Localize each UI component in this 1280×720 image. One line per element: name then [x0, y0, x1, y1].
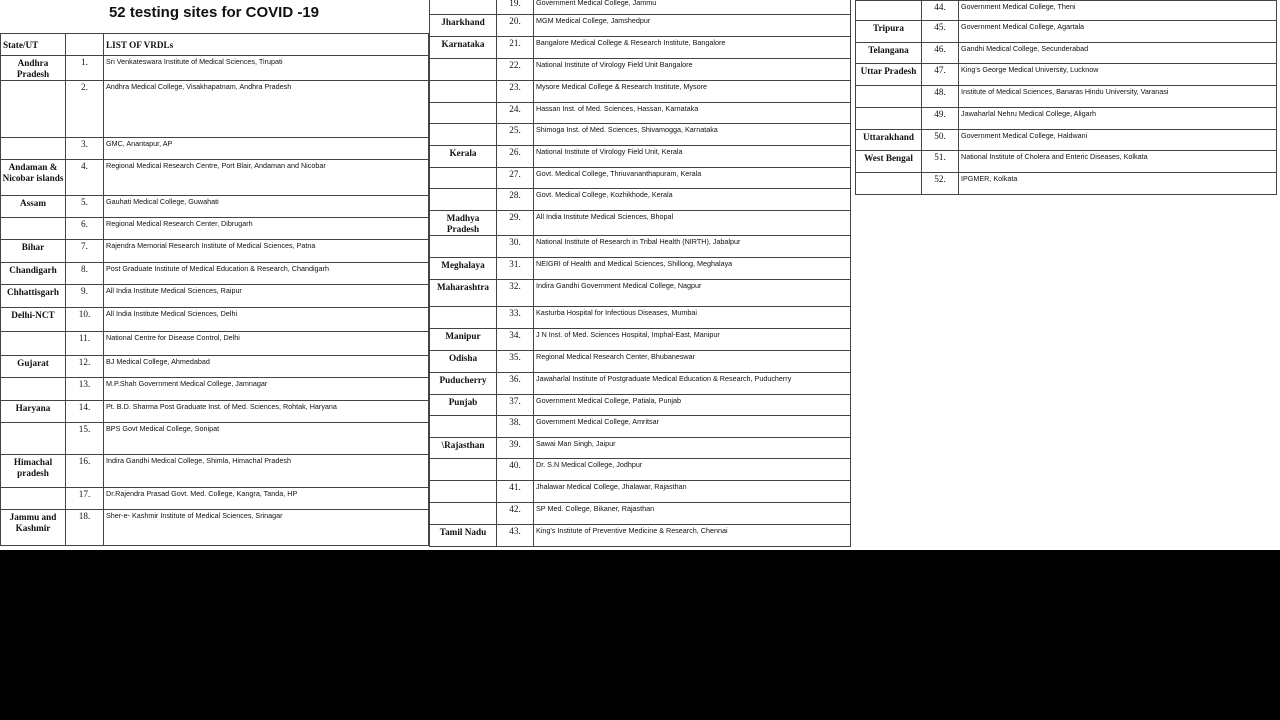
state-cell: Karnataka — [430, 37, 497, 59]
state-cell — [430, 81, 497, 103]
table-panel-3 — [855, 0, 1277, 195]
lab-name-cell: BJ Medical College, Ahmedabad — [104, 356, 429, 378]
state-cell: Haryana — [1, 401, 66, 423]
lab-name-cell: Govt. Medical College, Thriuvananthapuram, Kerala — [534, 168, 851, 189]
table-row — [430, 81, 851, 103]
number-cell: 30. — [497, 236, 534, 258]
number-cell: 21. — [497, 37, 534, 59]
state-cell — [856, 108, 922, 130]
lab-name-cell: National Institute of Research in Tribal Health (NIRTH), Jabalpur — [534, 236, 851, 258]
state-cell: Uttarakhand — [856, 130, 922, 151]
number-cell: 46. — [922, 43, 959, 64]
number-cell: 18. — [66, 510, 104, 546]
lab-name-cell: Mysore Medical College & Research Institute, Mysore — [534, 81, 851, 103]
table-row — [1, 332, 429, 356]
number-cell: 5. — [66, 196, 104, 218]
lab-name-cell: All India Institute Medical Sciences, Raipur — [104, 285, 429, 308]
number-cell: 40. — [497, 459, 534, 481]
state-cell: Tamil Nadu — [430, 525, 497, 547]
lab-name-cell: National Institute of Cholera and Enteric Diseases, Kolkata — [959, 151, 1277, 173]
state-cell — [1, 81, 66, 138]
state-cell — [430, 307, 497, 329]
lab-name-cell: Hassan Inst. of Med. Sciences, Hassan, Karnataka — [534, 103, 851, 124]
number-cell: 31. — [497, 258, 534, 280]
table-row — [1, 510, 429, 546]
table-row — [430, 307, 851, 329]
state-cell — [430, 503, 497, 525]
state-cell: Gujarat — [1, 356, 66, 378]
table-row — [430, 189, 851, 211]
number-cell: 26. — [497, 146, 534, 168]
lab-name-cell: Government Medical College, Jammu — [534, 0, 851, 15]
table-row — [430, 168, 851, 189]
lab-name-cell: NEIGRI of Health and Medical Sciences, Shillong, Meghalaya — [534, 258, 851, 280]
lab-name-cell: Government Medical College, Patiala, Punjab — [534, 395, 851, 416]
lab-name-cell: Bangalore Medical College & Research Institute, Bangalore — [534, 37, 851, 59]
state-cell: Odisha — [430, 351, 497, 373]
number-cell: 2. — [66, 81, 104, 138]
lab-name-cell: Sri Venkateswara Institute of Medical Sciences, Tirupati — [104, 56, 429, 81]
lab-name-cell: Regional Medical Research Center, Bhubaneswar — [534, 351, 851, 373]
number-cell: 51. — [922, 151, 959, 173]
number-cell: 43. — [497, 525, 534, 547]
table-row — [430, 211, 851, 236]
lab-name-cell: National Centre for Disease Control, Delhi — [104, 332, 429, 356]
number-cell: 32. — [497, 280, 534, 307]
state-cell: Delhi-NCT — [1, 308, 66, 332]
lab-name-cell: Gandhi Medical College, Secunderabad — [959, 43, 1277, 64]
lab-name-cell: Government Medical College, Amritsar — [534, 416, 851, 438]
number-cell: 20. — [497, 15, 534, 37]
table-row — [430, 0, 851, 15]
table-row — [1, 378, 429, 401]
table-row — [430, 416, 851, 438]
state-cell: Punjab — [430, 395, 497, 416]
number-cell: 35. — [497, 351, 534, 373]
table-row — [856, 64, 1277, 86]
state-cell — [430, 236, 497, 258]
lab-name-cell: SP Med. College, Bikaner, Rajasthan — [534, 503, 851, 525]
lab-name-cell: Dr. S.N Medical College, Jodhpur — [534, 459, 851, 481]
number-cell: 48. — [922, 86, 959, 108]
lab-name-cell: All India Institute Medical Sciences, Delhi — [104, 308, 429, 332]
state-cell: West Bengal — [856, 151, 922, 173]
state-cell: Chandigarh — [1, 263, 66, 285]
table-row — [1, 308, 429, 332]
state-cell — [1, 332, 66, 356]
state-cell — [856, 1, 922, 21]
header-state: State/UT — [1, 34, 66, 56]
state-cell: Andhra Pradesh — [1, 56, 66, 81]
lab-name-cell: Jawaharlal Institute of Postgraduate Medical Education & Research, Puducherry — [534, 373, 851, 395]
lab-name-cell: Indira Gandhi Government Medical College, Nagpur — [534, 280, 851, 307]
state-cell: Tripura — [856, 21, 922, 43]
lab-name-cell: Govt. Medical College, Kozhikhode, Kerala — [534, 189, 851, 211]
table-row — [430, 525, 851, 547]
lab-name-cell: Jawaharlal Nehru Medical College, Aligarh — [959, 108, 1277, 130]
table-row — [1, 356, 429, 378]
state-cell — [430, 189, 497, 211]
table-row — [1, 138, 429, 160]
state-cell: Meghalaya — [430, 258, 497, 280]
lab-name-cell: MGM Medical College, Jamshedpur — [534, 15, 851, 37]
table-row — [856, 43, 1277, 64]
state-cell: Maharashtra — [430, 280, 497, 307]
table-row — [430, 15, 851, 37]
number-cell: 27. — [497, 168, 534, 189]
state-cell — [430, 459, 497, 481]
table-row — [1, 263, 429, 285]
number-cell: 3. — [66, 138, 104, 160]
lab-name-cell: Regional Medical Research Centre, Port Blair, Andaman and Nicobar — [104, 160, 429, 196]
number-cell: 42. — [497, 503, 534, 525]
number-cell: 45. — [922, 21, 959, 43]
number-cell: 52. — [922, 173, 959, 195]
number-cell: 14. — [66, 401, 104, 423]
lab-name-cell: Dr.Rajendra Prasad Govt. Med. College, Kangra, Tanda, HP — [104, 488, 429, 510]
lab-name-cell: Government Medical College, Haldwani — [959, 130, 1277, 151]
table-row — [856, 1, 1277, 21]
number-cell: 34. — [497, 329, 534, 351]
lab-name-cell: Gauhati Medical College, Guwahati — [104, 196, 429, 218]
lab-name-cell: Kasturba Hospital for Infectious Diseases, Mumbai — [534, 307, 851, 329]
number-cell: 41. — [497, 481, 534, 503]
lab-name-cell: National Institute of Virology Field Unit, Kerala — [534, 146, 851, 168]
number-cell: 17. — [66, 488, 104, 510]
table-row — [430, 59, 851, 81]
number-cell: 12. — [66, 356, 104, 378]
table-row — [1, 401, 429, 423]
state-cell: \Rajasthan — [430, 438, 497, 459]
state-cell — [430, 103, 497, 124]
number-cell: 39. — [497, 438, 534, 459]
lab-name-cell: IPGMER, Kolkata — [959, 173, 1277, 195]
number-cell: 19. — [497, 0, 534, 15]
lab-name-cell: Government Medical College, Agartala — [959, 21, 1277, 43]
number-cell: 7. — [66, 240, 104, 263]
state-cell — [430, 168, 497, 189]
number-cell: 4. — [66, 160, 104, 196]
table-row — [1, 423, 429, 455]
table-row — [856, 130, 1277, 151]
lab-name-cell: GMC, Anantapur, AP — [104, 138, 429, 160]
state-cell — [430, 124, 497, 146]
number-cell: 33. — [497, 307, 534, 329]
state-cell — [430, 481, 497, 503]
lab-name-cell: Regional Medical Research Center, Dibrugarh — [104, 218, 429, 240]
state-cell: Madhya Pradesh — [430, 211, 497, 236]
table-row — [430, 503, 851, 525]
number-cell: 37. — [497, 395, 534, 416]
lab-name-cell: Rajendra Memorial Research Institute of Medical Sciences, Patna — [104, 240, 429, 263]
table-row — [1, 218, 429, 240]
header-no — [66, 34, 104, 56]
number-cell: 1. — [66, 56, 104, 81]
state-cell: Andaman & Nicobar islands — [1, 160, 66, 196]
number-cell: 23. — [497, 81, 534, 103]
state-cell: Chhattisgarh — [1, 285, 66, 308]
table-row — [430, 280, 851, 307]
state-cell — [1, 423, 66, 455]
number-cell: 28. — [497, 189, 534, 211]
state-cell — [856, 173, 922, 195]
table-row — [430, 236, 851, 258]
state-cell: Telangana — [856, 43, 922, 64]
table-row — [430, 459, 851, 481]
table-panel-2 — [429, 0, 851, 547]
lab-name-cell: National Institute of Virology Field Unit Bangalore — [534, 59, 851, 81]
number-cell: 6. — [66, 218, 104, 240]
lab-name-cell: BPS Govt Medical College, Sonipat — [104, 423, 429, 455]
number-cell: 47. — [922, 64, 959, 86]
number-cell: 49. — [922, 108, 959, 130]
table-row — [430, 146, 851, 168]
number-cell: 44. — [922, 1, 959, 21]
table-row — [856, 21, 1277, 43]
lab-name-cell: Sawai Man Singh, Jaipur — [534, 438, 851, 459]
state-cell: Manipur — [430, 329, 497, 351]
table-row — [856, 151, 1277, 173]
table-row — [430, 329, 851, 351]
lab-name-cell: Sher-e- Kashmir Institute of Medical Sciences, Srinagar — [104, 510, 429, 546]
state-cell — [430, 59, 497, 81]
state-cell — [1, 488, 66, 510]
table-row — [430, 103, 851, 124]
number-cell: 24. — [497, 103, 534, 124]
number-cell: 25. — [497, 124, 534, 146]
table-row — [430, 37, 851, 59]
state-cell — [1, 378, 66, 401]
table-row — [1, 81, 429, 138]
table-row — [1, 455, 429, 488]
state-cell: Kerala — [430, 146, 497, 168]
table-row — [1, 56, 429, 81]
state-cell: Jammu and Kashmir — [1, 510, 66, 546]
table-row — [1, 240, 429, 263]
number-cell: 50. — [922, 130, 959, 151]
table-row — [430, 373, 851, 395]
lab-name-cell: Government Medical College, Theni — [959, 1, 1277, 21]
lab-name-cell: King's Institute of Preventive Medicine & Research, Chennai — [534, 525, 851, 547]
table-row — [430, 124, 851, 146]
table-row — [430, 481, 851, 503]
table-row — [430, 351, 851, 373]
table-row — [1, 285, 429, 308]
lab-name-cell: Shimoga Inst. of Med. Sciences, Shivamogga, Karnataka — [534, 124, 851, 146]
state-cell: Assam — [1, 196, 66, 218]
number-cell: 29. — [497, 211, 534, 236]
state-cell: Puducherry — [430, 373, 497, 395]
table-row — [856, 173, 1277, 195]
table-row — [1, 488, 429, 510]
table-row — [1, 196, 429, 218]
lab-name-cell: All India Institute Medical Sciences, Bhopal — [534, 211, 851, 236]
table-row — [430, 438, 851, 459]
lab-name-cell: Pt. B.D. Sharma Post Graduate Inst. of Med. Sciences, Rohtak, Haryana — [104, 401, 429, 423]
state-cell: Himachal pradesh — [1, 455, 66, 488]
table-row — [856, 86, 1277, 108]
number-cell: 11. — [66, 332, 104, 356]
document-title: 52 testing sites for COVID -19 — [108, 4, 320, 21]
vrdl-table-1 — [0, 33, 429, 546]
table-panel-1 — [0, 33, 429, 546]
number-cell: 13. — [66, 378, 104, 401]
number-cell: 8. — [66, 263, 104, 285]
state-cell: Uttar Pradesh — [856, 64, 922, 86]
number-cell: 16. — [66, 455, 104, 488]
lab-name-cell: J N Inst. of Med. Sciences Hospital, Imphal-East, Manipur — [534, 329, 851, 351]
header-list: LIST OF VRDLs — [104, 34, 429, 56]
lab-name-cell: King's George Medical University, Lucknow — [959, 64, 1277, 86]
vrdl-table-2 — [429, 0, 851, 547]
number-cell: 36. — [497, 373, 534, 395]
state-cell — [856, 86, 922, 108]
lab-name-cell: Indira Gandhi Medical College, Shimla, Himachal Pradesh — [104, 455, 429, 488]
number-cell: 9. — [66, 285, 104, 308]
lab-name-cell: Andhra Medical College, Visakhapatnam, Andhra Pradesh — [104, 81, 429, 138]
state-cell — [1, 138, 66, 160]
state-cell — [430, 416, 497, 438]
table-row — [430, 258, 851, 280]
number-cell: 10. — [66, 308, 104, 332]
table-row — [430, 395, 851, 416]
lab-name-cell: Post Graduate Institute of Medical Education & Research, Chandigarh — [104, 263, 429, 285]
lab-name-cell: Jhalawar Medical College, Jhalawar, Rajasthan — [534, 481, 851, 503]
vrdl-table-3 — [855, 0, 1277, 195]
state-cell: Bihar — [1, 240, 66, 263]
table-row — [856, 108, 1277, 130]
lab-name-cell: M.P.Shah Government Medical College, Jamnagar — [104, 378, 429, 401]
state-cell — [430, 0, 497, 15]
table-row — [1, 160, 429, 196]
state-cell — [1, 218, 66, 240]
number-cell: 38. — [497, 416, 534, 438]
state-cell: Jharkhand — [430, 15, 497, 37]
number-cell: 15. — [66, 423, 104, 455]
lab-name-cell: Institute of Medical Sciences, Banaras Hindu University, Varanasi — [959, 86, 1277, 108]
number-cell: 22. — [497, 59, 534, 81]
